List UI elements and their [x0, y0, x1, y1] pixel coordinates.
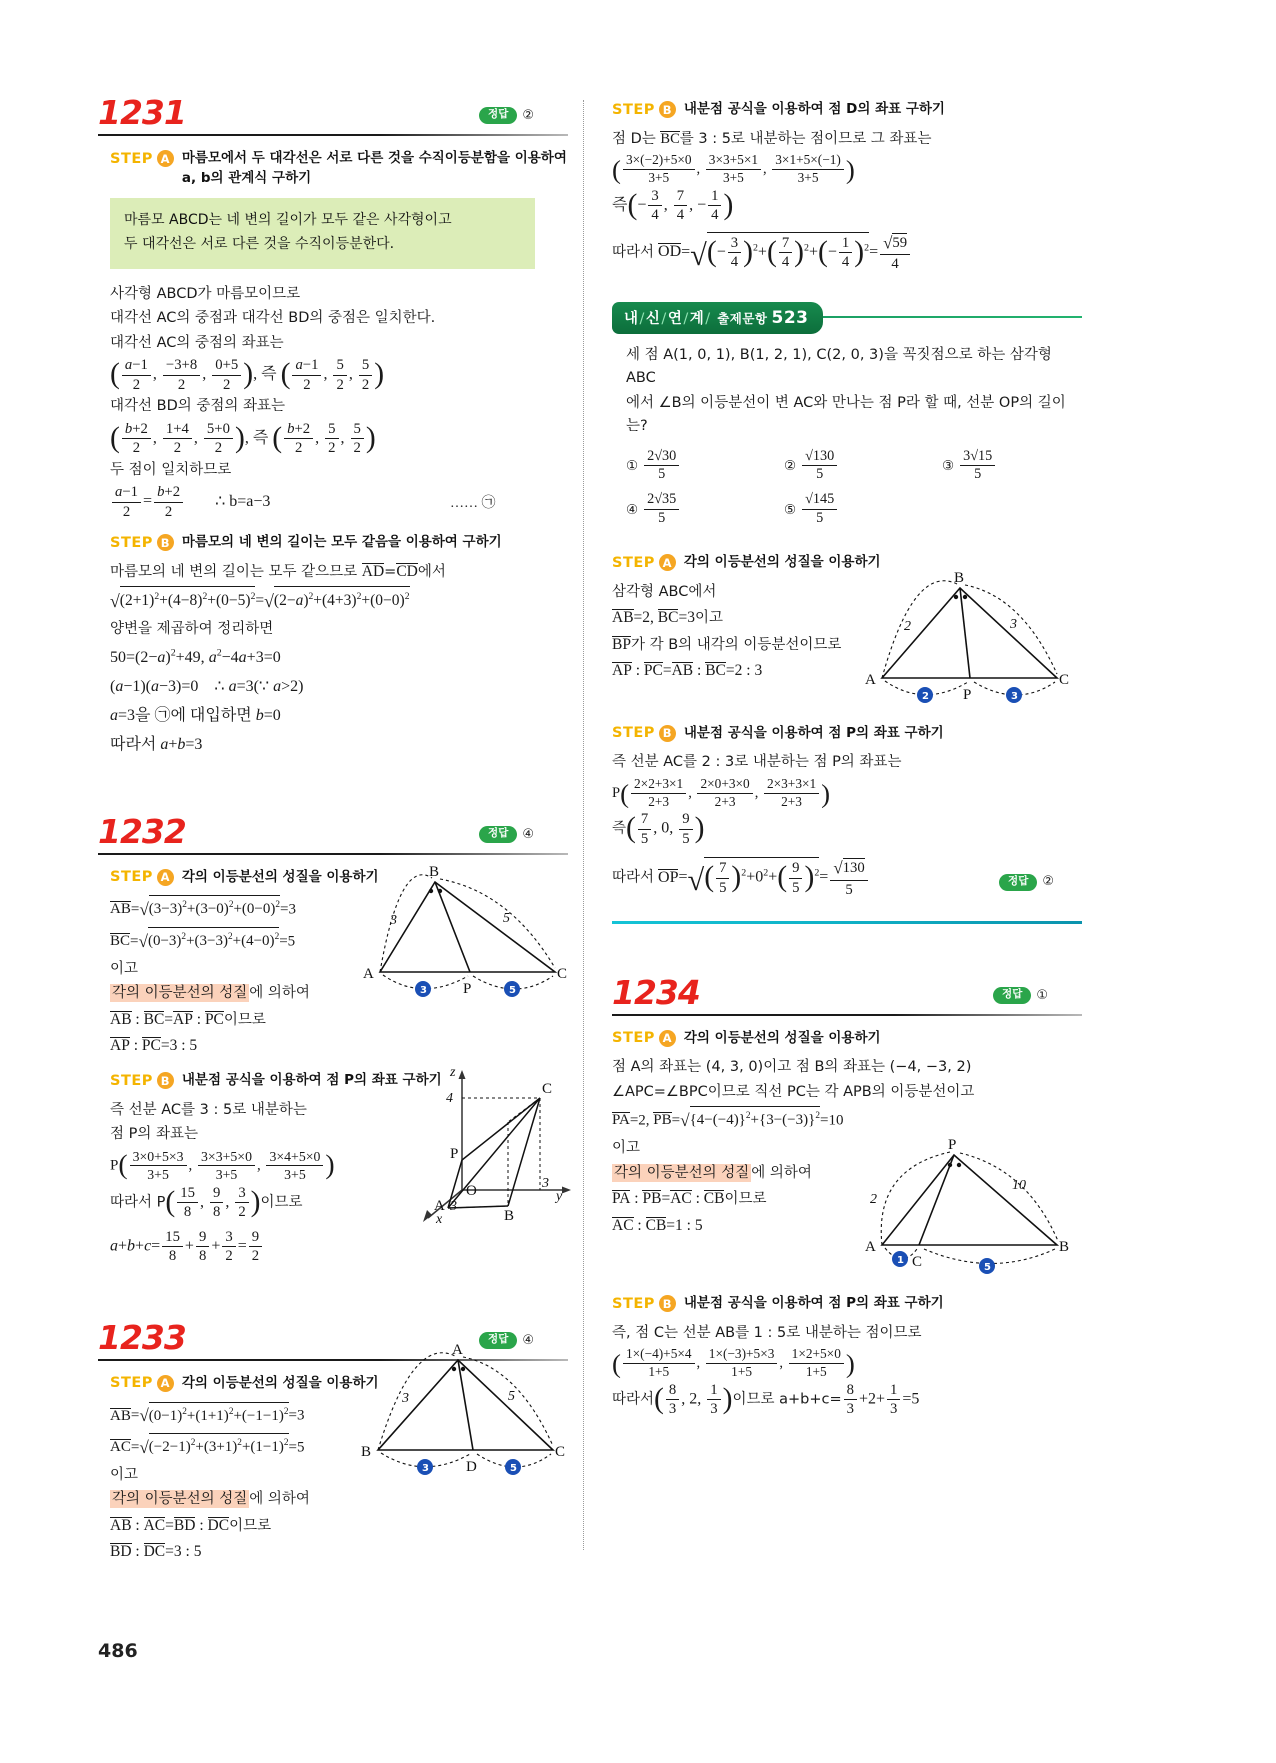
nsn-char-1: 내	[624, 310, 639, 327]
equation-factor: (a−1)(a−3)=0 ∴ a=3(∵ a>2)	[110, 678, 304, 696]
nsn-char-4: 계	[689, 310, 705, 327]
step-a-1231	[110, 149, 568, 188]
nsn-step-b	[612, 724, 1082, 744]
segment-ratio-right: 5	[510, 1463, 517, 1474]
text-line: 즉 선분 AC를 2 : 3로 내분하는 점 P의 좌표는	[612, 754, 902, 771]
text-fragment: 에 의하여	[249, 1491, 310, 1508]
vertex-label-p: P	[963, 687, 972, 703]
axis-label-y: y	[556, 1189, 563, 1204]
tick-x-3: 3	[450, 1199, 457, 1214]
answer-badge	[479, 107, 534, 124]
step-b-1231-right	[612, 100, 1082, 120]
answer-value: ①	[1036, 987, 1048, 1003]
axis-label-z: z	[450, 1065, 456, 1080]
equation-expand: $50=(2-a)^2+49$, $a^2-4a+3=0$	[110, 647, 281, 666]
choice-den: 5	[658, 510, 666, 527]
nsn-result-op: 따라서 OP=√( $\frac{7}{5}$ )$^2+0^2+$( $\frac{9}{5}$ )$^2$= $\frac{√130}{5}$ 정답 ②	[612, 858, 1054, 898]
segment-ratio-right: 3	[1011, 691, 1018, 702]
text-line: 점 P의 좌표는	[110, 1126, 198, 1143]
vertex-label-a: A	[452, 1342, 463, 1358]
text-line: 이고	[110, 960, 139, 977]
ratio-line-1: AB : AC=BD : DC이므로	[110, 1516, 272, 1534]
vertex-label-d: D	[466, 1459, 477, 1475]
choice-mark: ⑤	[784, 501, 797, 518]
step-letter: B	[659, 725, 676, 742]
vertex-label-p: P	[948, 1137, 957, 1153]
nsn-banner	[612, 302, 1082, 334]
answer-pill-label: 정답	[479, 1332, 517, 1349]
choices-row-2	[626, 492, 1082, 527]
step-word: STEP	[612, 554, 655, 571]
midpoint-bd-formula: ( $\frac{b+2}{2}$ , $\frac{1+4}{2}$ , $\frac{5+0}{2}$ ), 즉 ( $\frac{b+2}{2}$ , $\frac{5}{2}$ , $\frac{5}{2}$ )	[110, 420, 376, 457]
page-number: 486	[98, 1640, 138, 1662]
nsn-ratio: AP : PC=AB : BC=2 : 3	[612, 662, 763, 680]
segment-ratio-left: 1	[897, 1255, 904, 1266]
point-label-a: A	[434, 1198, 445, 1214]
vertex-label-a: A	[865, 672, 876, 688]
segment-ratio-right: 5	[509, 985, 516, 996]
equation-ad-cd: $√(2+1)^2+(4-8)^2+(0-5)^2=√(2-a)^2+(4+3)^2+(0-0)^2$	[110, 586, 568, 616]
text-line: 사각형 ABCD가 마름모이므로	[110, 285, 301, 302]
step-word: STEP	[612, 725, 655, 742]
step-title	[182, 149, 567, 188]
nsn-answer-badge	[999, 871, 1054, 893]
choice-den: 5	[658, 466, 666, 483]
vertex-label-c: C	[912, 1254, 923, 1270]
step-badge	[110, 1375, 174, 1392]
answer-value: ④	[522, 826, 534, 842]
side-length-right: 5	[503, 911, 510, 926]
step-b-1231	[110, 533, 568, 553]
eq-reference: …… ㉠	[450, 496, 496, 512]
step-badge	[110, 869, 174, 886]
text-line: 대각선 BD의 중점의 좌표는	[110, 398, 286, 415]
vertex-label-c: C	[557, 966, 568, 982]
ratio-line-1: AB : BC=AP : PC이므로	[110, 1010, 266, 1028]
step-word: STEP	[110, 1375, 153, 1392]
vertex-label-b: B	[954, 570, 965, 586]
point-label-b: B	[504, 1208, 515, 1224]
problem-header-1231	[98, 93, 568, 136]
step-word: STEP	[110, 150, 153, 167]
vertex-label-b: B	[429, 864, 440, 880]
step-b-1234	[612, 1294, 1082, 1314]
segment-bc: BC	[110, 932, 131, 949]
segment-ad: AD	[361, 562, 385, 580]
choice-den: 5	[816, 466, 824, 483]
step-title: 내분점 공식을 이용하여 점 P의 좌표 구하기	[683, 724, 944, 741]
choice-num: √145	[802, 492, 837, 510]
answer-value: ②	[522, 108, 534, 124]
vertex-label-c: C	[1059, 672, 1070, 688]
step-letter: A	[157, 869, 174, 886]
side-length-left: 2	[904, 619, 911, 634]
nsn-number: 523	[771, 307, 809, 328]
header-rule	[98, 853, 568, 855]
step-word: STEP	[110, 1072, 153, 1089]
equation-sub: a=3을 ㉠에 대입하면 b=0	[110, 707, 281, 725]
step-title: 각의 이등분선의 성질을 이용하기	[181, 1374, 379, 1391]
choice-num: 3√15	[960, 449, 995, 467]
internal-division-1234: ( $\frac{1\times(-4)+5\times 4}{1+5}$ , $\frac{1\times(-3)+5\times 3}{1+5}$ , $\frac{1\times 2+5\times 0}{1+5}$ )	[612, 1346, 855, 1379]
equation-ac-1233: $AC=√(-2-1)^2+(3+1)^2+(1-1)^2=5$	[110, 1433, 568, 1462]
nsn-internal-division: P( $\frac{2\times 2+3\times 1}{2+3}$ , $\frac{2\times 0+3\times 0}{2+3}$ , $\frac{2\times 3+3\times 1}{2+3}$ )	[612, 775, 831, 809]
nsn-result-p: 즉( $\frac{7}{5}$ , 0, $\frac{9}{5}$ )	[612, 811, 705, 847]
step-letter: A	[659, 554, 676, 571]
vertex-label-a: A	[363, 966, 374, 982]
choice-1[interactable]	[626, 449, 784, 484]
ratio-line-2: AC : CB=1 : 5	[612, 1216, 703, 1234]
text-line: 두 점이 일치하므로	[110, 461, 232, 478]
vertex-label-c: C	[555, 1444, 566, 1460]
step-title: 내분점 공식을 이용하여 점 D의 좌표 구하기	[683, 101, 945, 117]
answer-pill-label: 정답	[999, 874, 1037, 891]
nsn-subtitle: 출제문항	[717, 310, 768, 326]
vertex-label-b: B	[1059, 1239, 1070, 1255]
choice-3[interactable]	[942, 449, 997, 484]
text-fragment: 이므로	[260, 1194, 303, 1211]
nsn-char-2: 신	[645, 310, 661, 327]
step-badge	[612, 1030, 676, 1047]
equation-result: 따라서 a+b=3	[110, 736, 203, 754]
text-fragment: 에서	[417, 563, 446, 580]
problem-1231	[98, 93, 568, 759]
segment-ratio-left: 2	[922, 691, 929, 702]
column-divider	[583, 100, 584, 1550]
problem-number: 1234	[612, 972, 700, 1012]
step-a-1234	[612, 1029, 1082, 1049]
internal-division-1232: P( $\frac{3\times 0+5\times 3}{3+5}$ , $\frac{3\times 3+5\times 0}{3+5}$ , $\frac{3\times 4+5\times 0}{3+5}$ )	[110, 1148, 335, 1183]
equation-bc-1232: $BC=√(0-3)^2+(3-3)^2+(4-0)^2=5$	[110, 927, 568, 956]
therefore-b: ∴ b=a−3	[215, 492, 271, 510]
highlight-property: 각의 이등분선의 성질	[614, 1164, 750, 1181]
ratio-line-1: PA : PB=AC : CB이므로	[612, 1190, 767, 1208]
figure-triangle-1234	[862, 1135, 1077, 1290]
text-line: 점 A의 좌표는 (4, 3, 0)이고 점 B의 좌표는 (−4, −3, 2)	[612, 1059, 972, 1076]
result-od: 따라서 OD=√(− $\frac{3}{4}$ )$^2$+( $\frac{7}{4}$ )$^2$+(− $\frac{1}{4}$ )$^2$= $\frac{√59}{4}$	[612, 230, 1082, 282]
answer-pill-label: 정답	[479, 107, 517, 124]
step-word: STEP	[612, 101, 655, 118]
step-word: STEP	[110, 534, 153, 551]
figure-triangle-nsn	[862, 568, 1077, 723]
choice-num: √130	[802, 449, 837, 467]
text-line: 대각선 AC의 중점의 좌표는	[110, 334, 284, 351]
step-title-line2: a, b의 관계식 구하기	[181, 169, 312, 186]
side-length-left: 2	[870, 1192, 877, 1207]
midpoint-ac-formula: ( $\frac{a-1}{2}$ , $\frac{-3+8}{2}$ , $\frac{0+5}{2}$ ), 즉 ( $\frac{a-1}{2}$ , $\frac{5}{2}$ , $\frac{5}{2}$ )	[110, 357, 385, 393]
point-label-p: P	[450, 1146, 459, 1162]
text-line: ∠APC=∠BPC이므로 직선 PC는 각 APB의 이등분선이고	[612, 1083, 975, 1100]
segment-ratio-left: 3	[422, 1463, 429, 1474]
problem-number: 1231	[98, 93, 186, 132]
step-badge	[612, 725, 676, 742]
highlight-property: 각의 이등분선의 성질	[112, 1491, 248, 1508]
answer-badge	[479, 826, 534, 843]
segment-cd: CD	[396, 562, 418, 580]
step-title: 내분점 공식을 이용하여 점 P의 좌표 구하기	[181, 1072, 442, 1089]
figure-3d-1232	[420, 1060, 575, 1230]
choice-5[interactable]	[784, 492, 942, 527]
text-line: 삼각형 ABC에서	[612, 583, 717, 600]
choices-row-1	[626, 449, 1082, 484]
choice-mark: ③	[942, 457, 955, 474]
text-fragment: 따라서	[612, 1391, 655, 1408]
step-title: 각의 이등분선의 성질을 이용하기	[683, 554, 881, 571]
point-label-c: C	[542, 1081, 553, 1097]
equation-ab-1232: $AB=√(3-3)^2+(3-0)^2+(0-0)^2=3$	[110, 895, 568, 924]
header-rule	[612, 1014, 1082, 1016]
answer-pill-label: 정답	[479, 826, 517, 843]
text-line: 이고	[612, 1140, 641, 1157]
text-fragment: 이므로 a+b+c=	[732, 1391, 842, 1408]
text-line: 즉 선분 AC를 3 : 5로 내분하는	[110, 1101, 307, 1118]
step-letter: B	[659, 101, 676, 118]
side-length-left: 3	[402, 1391, 409, 1406]
choice-mark: ④	[626, 501, 639, 518]
side-length-left: 3	[390, 913, 397, 928]
equation-ab-1233: $AB=√(0-1)^2+(1+1)^2+(-1-1)^2=3$	[110, 1401, 568, 1430]
tick-z-4: 4	[446, 1091, 453, 1106]
problem-1231-continued	[612, 100, 1082, 282]
answer-pill-label: 정답	[993, 987, 1031, 1004]
answer-value: ②	[1042, 874, 1054, 890]
step-title: 각의 이등분선의 성질을 이용하기	[181, 868, 379, 885]
step-letter: B	[157, 534, 174, 551]
choice-4[interactable]	[626, 492, 784, 527]
vertex-label-b: B	[361, 1444, 372, 1460]
text-line: 양변을 제곱하여 정리하면	[110, 621, 274, 638]
step-word: STEP	[612, 1295, 655, 1312]
step-title: 마름모의 네 변의 길이는 모두 같음을 이용하여 구하기	[181, 534, 502, 551]
equation-pa-pb: PA=2, $PB=√\{4-(-4)\}^2+\{3-(-3)\}^2=10$	[612, 1106, 1082, 1135]
header-rule	[98, 134, 568, 136]
side-length-right: 3	[1010, 617, 1017, 632]
nsn-tab: 내/신/연/계/ 출제문항 523	[612, 302, 823, 334]
step-badge	[110, 1072, 174, 1089]
step-letter: A	[157, 150, 174, 167]
choice-mark: ②	[784, 457, 797, 474]
step-badge	[110, 150, 174, 167]
step-word: STEP	[612, 1030, 655, 1047]
nsn-char-3: 연	[667, 310, 683, 327]
problem-header-1234	[612, 972, 1082, 1016]
step-badge	[612, 101, 676, 118]
step-letter: B	[659, 1295, 676, 1312]
step-letter: B	[157, 1072, 174, 1089]
side-length-right: 5	[508, 1389, 515, 1404]
result-point-d: 즉(− $\frac{3}{4}$ , $\frac{7}{4}$ , − $\frac{1}{4}$ )	[612, 187, 734, 224]
text-line: 즉, 점 C는 선분 AB를 1 : 5로 내분하는 점이므로	[612, 1324, 922, 1341]
text-fragment: 에 의하여	[249, 985, 310, 1002]
internal-division-1231: ( $\frac{3\times(-2)+5\times 0}{3+5}$ , $\frac{3\times 3+5\times 1}{3+5}$ , $\frac{3\times 1+5\times(-1)}{3+5}$ )	[612, 152, 855, 185]
figure-triangle-1232	[360, 862, 575, 1017]
step-letter: A	[659, 1030, 676, 1047]
segment-ab: AB	[110, 901, 131, 918]
choice-den: 5	[816, 510, 824, 527]
step-title: 각의 이등분선의 성질을 이용하기	[683, 1029, 881, 1046]
answer-badge	[993, 987, 1048, 1004]
tick-y-3: 3	[542, 1176, 549, 1191]
text-line: 대각선 AC의 중점과 대각선 BD의 중점은 일치한다.	[110, 310, 436, 327]
segment-ratio-right: 5	[984, 1262, 991, 1273]
text-fragment: =5	[902, 1390, 920, 1408]
highlight-property: 각의 이등분선의 성질	[112, 985, 248, 1002]
answer-value: ④	[522, 1332, 534, 1348]
sum-abc-1232: a+b+c= $\frac{15}{8}$ + $\frac{9}{8}$ + $\frac{3}{2}$ = $\frac{9}{2}$	[110, 1229, 568, 1265]
nsn-bp: BP가 각 B의 내각의 이등분선이므로	[612, 635, 842, 653]
text-line-ad-cd: 마름모의 네 변의 길이는 모두 같으므로 AD=CD에서	[110, 562, 446, 580]
step-word: STEP	[110, 869, 153, 886]
callout-line-1: 마름모 ABCD는 네 변의 길이가 모두 같은 사각형이고	[124, 212, 452, 229]
choice-num: 2√30	[644, 449, 679, 467]
text-line-bc: 점 D는 BC를 3 : 5로 내분하는 점이므로 그 좌표는	[612, 130, 932, 147]
section-separator	[612, 921, 1082, 924]
text-fragment: 즉	[612, 821, 627, 838]
vertex-label-a: A	[865, 1239, 876, 1255]
choice-num: 2√35	[644, 492, 679, 510]
step-letter: A	[157, 1375, 174, 1392]
result-point-p-1232: 따라서 P( $\frac{15}{8}$ , $\frac{9}{8}$ , $\frac{3}{2}$ )이므로	[110, 1184, 303, 1221]
segment-ab: AB	[110, 1407, 131, 1424]
step-badge	[612, 554, 676, 571]
ratio-line-2: BD : DC=3 : 5	[110, 1543, 202, 1561]
figure-triangle-1233	[358, 1340, 573, 1495]
side-length-right: 10	[1012, 1178, 1026, 1193]
text-fragment: 마름모의 네 변의 길이는 모두 같으므로	[110, 563, 358, 580]
problem-header-1232	[98, 811, 568, 855]
origin-label: O	[466, 1183, 477, 1199]
axis-label-x: x	[436, 1212, 443, 1225]
nsn-ab-bc: AB=2, BC=3이고	[612, 609, 723, 627]
text-fragment: 따라서 P	[110, 1194, 166, 1211]
nsn-question-line2: 에서 ∠B의 이등분선이 변 AC와 만나는 점 P라 할 때, 선분 OP의 길이는?	[626, 394, 1066, 435]
nsn-question-line1: 세 점 A(1, 0, 1), B(1, 2, 1), C(2, 0, 3)을 꼭짓점으로 하는 삼각형 ABC	[626, 346, 1052, 387]
segment-ratio-left: 3	[420, 985, 427, 996]
segment-ac: AC	[110, 1438, 131, 1455]
result-1234: 따라서( $\frac{8}{3}$ , 2, $\frac{1}{3}$ )이므로 a+b+c= $\frac{8}{3}$ +2+ $\frac{1}{3}$ =5	[612, 1381, 920, 1418]
equation-theta: $\frac{a-1}{2}$ = $\frac{b+2}{2}$ ∴ b=a−3 …… ㉠	[110, 484, 568, 520]
step-title: 내분점 공식을 이용하여 점 P의 좌표 구하기	[683, 1295, 944, 1311]
problem-number: 1232	[98, 811, 186, 851]
problem-number: 1233	[98, 1317, 186, 1357]
choice-2[interactable]	[784, 449, 942, 484]
ratio-line-2: AP : PC=3 : 5	[110, 1037, 198, 1055]
step-badge	[110, 534, 174, 551]
step-title-line1: 마름모에서 두 대각선은 서로 다른 것을 수직이등분함을 이용하여	[181, 150, 567, 166]
vertex-label-p: P	[463, 981, 472, 997]
callout-line-2: 두 대각선은 서로 다른 것을 수직이등분한다.	[124, 235, 395, 252]
callout-box-1231	[110, 198, 535, 269]
choice-den: 5	[974, 466, 982, 483]
step-badge	[612, 1295, 676, 1312]
choice-mark: ①	[626, 457, 639, 474]
text-fragment: 에 의하여	[751, 1164, 812, 1181]
nsn-choices	[626, 449, 1082, 528]
text-line: 이고	[110, 1466, 139, 1483]
